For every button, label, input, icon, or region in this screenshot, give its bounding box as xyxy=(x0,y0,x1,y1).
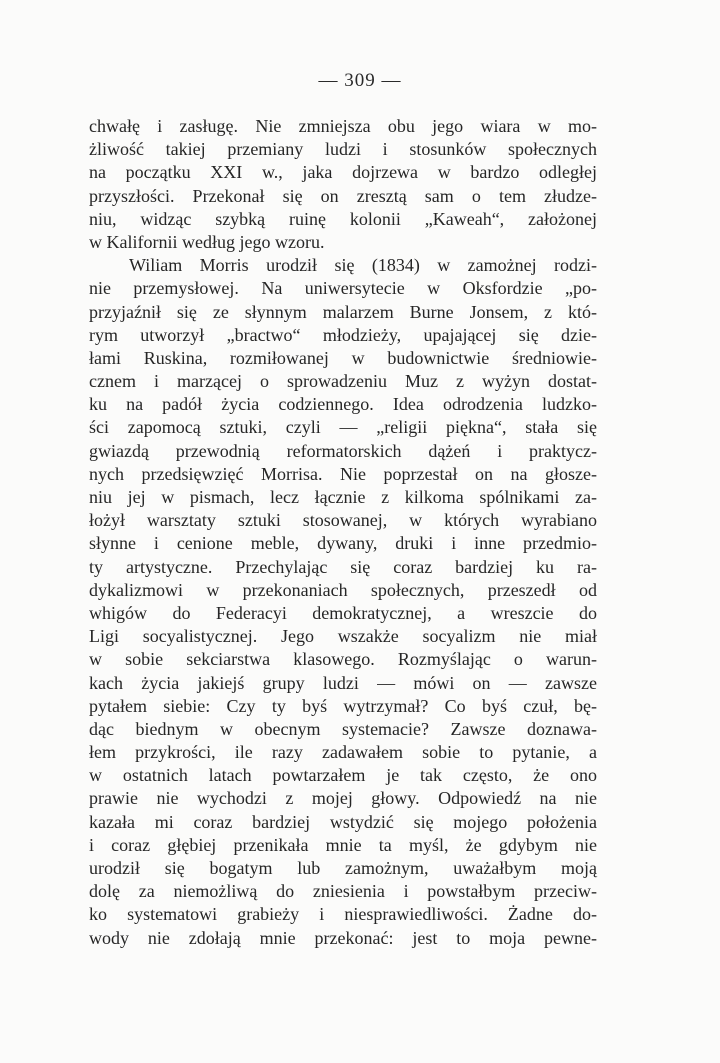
text-line: cznem i marzącej o sprowadzeniu Muz z wyżyn dostat- xyxy=(89,371,597,392)
text-line: w sobie sekciarstwa klasowego. Rozmyślając o warun- xyxy=(89,649,597,670)
text-line: whigów do Federacyi demokratycznej, a wreszcie do xyxy=(89,602,597,623)
text-line: niu, widząc szybką ruinę kolonii „Kaweah“, założonej xyxy=(89,208,597,229)
text-line: dykalizmowi w przekonaniach społecznych, przeszedł od xyxy=(89,579,597,600)
text-line: dolę za niemożliwą do zniesienia i powstałbym przeciw- xyxy=(89,881,597,902)
text-line: łami Ruskina, rozmiłowanej w budownictwie średniowie- xyxy=(89,347,597,368)
text-line: ku na padół życia codziennego. Idea odrodzenia ludzko- xyxy=(89,394,597,415)
text-line: prawie nie wychodzi z mojej głowy. Odpowiedź na nie xyxy=(89,788,597,809)
text-line: i coraz głębiej przenikała mnie ta myśl, że gdybym nie xyxy=(89,834,597,855)
text-line: Wiliam Morris urodził się (1834) w zamożnej rodzi- xyxy=(129,255,597,276)
text-line: gwiazdą przewodnią reformatorskich dążeń i praktycz- xyxy=(89,440,597,461)
text-line: urodził się bogatym lub zamożnym, uważałbym moją xyxy=(89,858,597,878)
text-line: kazała mi coraz bardziej wstydzić się mojego położenia xyxy=(89,811,597,832)
text-line: nie przemysłowej. Na uniwersytecie w Oksfordzie „po- xyxy=(89,278,597,299)
text-line: Ligi socyalistycznej. Jego wszakże socyalizm nie miał xyxy=(89,626,597,647)
text-line: wody nie zdołają mnie przekonać: jest to moja pewne- xyxy=(89,927,597,948)
text-line: ści zapomocą sztuki, czyli — „religii piękna“, stała się xyxy=(89,417,597,438)
text-line: chwałę i zasługę. Nie zmniejsza obu jego wiara w mo- xyxy=(89,116,597,136)
text-line: słynne i cenione meble, dywany, druki i inne przedmio- xyxy=(89,533,597,554)
text-line: w ostatnich latach powtarzałem je tak często, że ono xyxy=(89,765,597,786)
text-line: na początku XXI w., jaka dojrzewa w bardzo odległej xyxy=(89,162,597,183)
text-line: przyszłości. Przekonał się on zresztą sam o tem złudze- xyxy=(89,185,597,206)
text-line: ko systematowi grabieży i niesprawiedliwości. Żadne do- xyxy=(89,904,597,925)
text-line: nych przedsięwzięć Morrisa. Nie poprzestał on na głosze- xyxy=(89,463,597,484)
page-number: — 309 — xyxy=(318,70,402,91)
text-line: dąc biednym w obecnym systemacie? Zawsze doznawa- xyxy=(89,718,597,739)
text-line: łem przykrości, ile razy zadawałem sobie to pytanie, a xyxy=(89,742,597,763)
text-line: rym utworzył „bractwo“ młodzieży, upajającej się dzie- xyxy=(89,324,597,345)
text-line: kach życia jakiejś grupy ludzi — mówi on — zawsze xyxy=(89,672,597,693)
text-line: pytałem siebie: Czy ty byś wytrzymał? Co byś czuł, bę- xyxy=(89,695,597,716)
text-line: łożył warsztaty sztuki stosowanej, w których wyrabiano xyxy=(89,510,597,531)
text-line: w Kalifornii według jego wzoru. xyxy=(89,231,325,252)
text-line: ty artystyczne. Przechylając się coraz bardziej ku ra- xyxy=(89,556,597,577)
text-line: przyjaźnił się ze słynnym malarzem Burne Jonsem, z któ- xyxy=(89,301,597,322)
body-text xyxy=(89,115,597,950)
text-line: żliwość takiej przemiany ludzi i stosunków społecznych xyxy=(89,139,597,160)
text-line: niu jej w pismach, lecz łącznie z kilkoma spólnikami za- xyxy=(89,487,597,507)
